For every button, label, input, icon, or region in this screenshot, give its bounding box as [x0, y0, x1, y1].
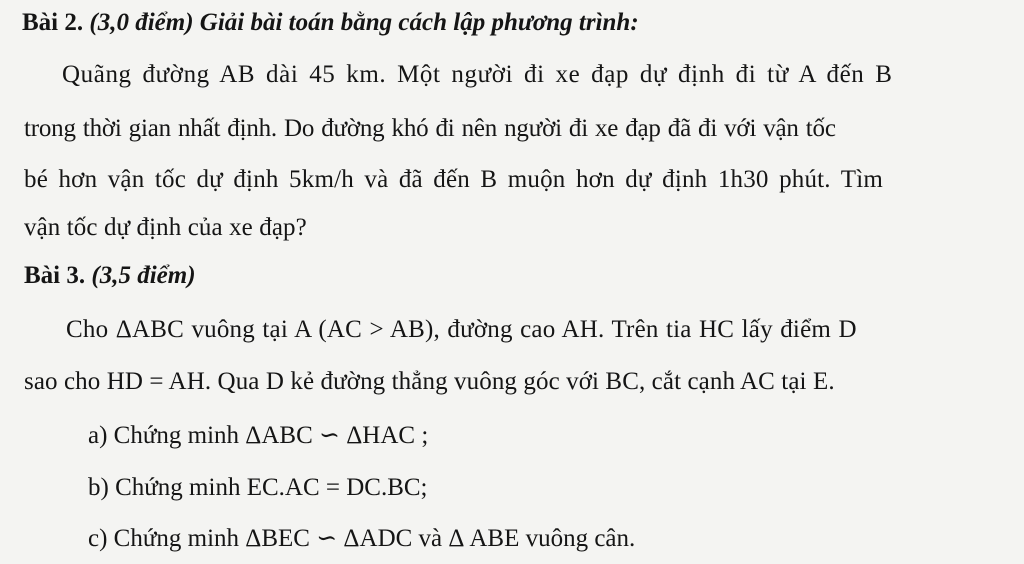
bai2-heading: Bài 2.	[22, 9, 84, 36]
bai2-heading-line	[22, 8, 639, 38]
bai3-item-c: c) Chứng minh ΔBEC ∽ ΔADC và Δ ABE vuông cân.	[88, 525, 636, 552]
bai2-line-1-text: Quãng đường AB dài 45 km. Một người đi xe đạp dự định đi từ A đến B	[62, 61, 893, 88]
bai2-points: (3,0 điểm)	[89, 9, 194, 36]
bai3-heading-line	[24, 261, 196, 291]
bai3-points: (3,5 điểm)	[91, 262, 196, 289]
bai3-line-1: Cho ΔABC vuông tại A (AC > AB), đường cao AH. Trên tia HC lấy điểm D	[66, 316, 857, 343]
bai3-heading: Bài 3.	[24, 262, 86, 289]
bai2-line-2: trong thời gian nhất định. Do đường khó đi nên người đi xe đạp đã đi với vận tốc	[24, 115, 836, 142]
bai2-line-1	[62, 60, 980, 90]
bai3-line-2: sao cho HD = AH. Qua D kẻ đường thẳng vuông góc với BC, cắt cạnh AC tại E.	[24, 368, 835, 395]
bai3-item-b: b) Chứng minh EC.AC = DC.BC;	[88, 474, 428, 501]
bai2-instruction: Giải bài toán bằng cách lập phương trình:	[199, 9, 639, 36]
bai2-line-3: bé hơn vận tốc dự định 5km/h và đã đến B muộn hơn dự định 1h30 phút. Tìm	[24, 166, 884, 193]
bai3-item-a: a) Chứng minh ΔABC ∽ ΔHAC ;	[88, 422, 429, 449]
bai2-line-4: vận tốc dự định của xe đạp?	[24, 214, 307, 241]
